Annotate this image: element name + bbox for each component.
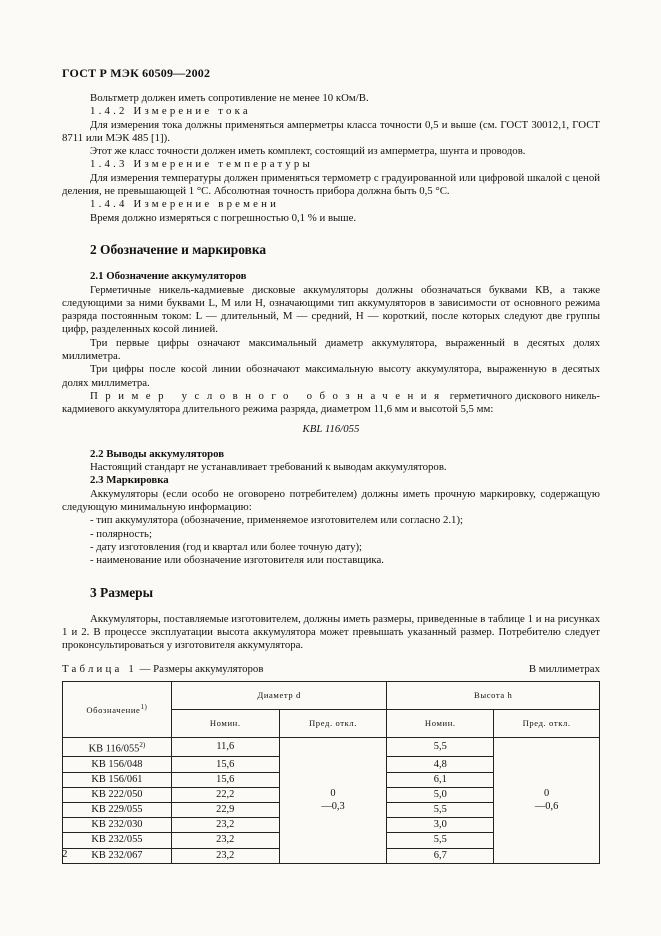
list-item: - тип аккумулятора (обозначение, применяемое изготовителем или согласно 2.1); <box>90 514 600 527</box>
cell-designation: KB 229/055 <box>63 803 172 818</box>
table-units: В миллиметрах <box>528 662 600 675</box>
cell-diameter-tolerance: 0 —0,3 <box>279 737 387 863</box>
cell-diameter: 15,6 <box>171 757 279 772</box>
marking-paragraph: Аккумуляторы (если особо не оговорено потребителем) должны иметь прочную маркировку, содержащую следующую минимальную информацию: <box>62 487 600 514</box>
section-2-3-heading: 2.3 Маркировка <box>90 474 169 487</box>
cell-designation: KB 116/055$^{2)}$ <box>63 737 172 756</box>
temperature-paragraph: Для измерения температуры должен применяться термометр с градуированной или цифровой шкалой с ценой деления, не превышающей 1 °С. Абсолютная точность прибора должна быть 0,5 °С. <box>62 171 600 198</box>
example-intro-text: герметичного дискового никель-кадмиевого аккумулятора длительного режима разряда, диаметром 11,6 мм и высотой 5,5 мм: <box>62 389 600 416</box>
example-label: Пример условного обозначения <box>90 389 447 402</box>
document-header: ГОСТ Р МЭК 60509—2002 <box>62 66 211 80</box>
voltmeter-paragraph: Вольтметр должен иметь сопротивление не менее 10 кОм/В. <box>90 92 369 104</box>
header-diameter-tolerance: Пред. откл. <box>279 709 387 737</box>
list-item: - полярность; <box>90 528 600 541</box>
cell-designation: KB 232/067 <box>63 848 172 863</box>
cell-height: 4,8 <box>387 757 494 772</box>
cell-designation: KB 156/061 <box>63 772 172 787</box>
cell-designation: KB 156/048 <box>63 757 172 772</box>
cell-diameter: 23,2 <box>171 848 279 863</box>
cell-height-tolerance: 0 —0,6 <box>494 737 600 863</box>
document-body <box>62 92 600 864</box>
header-height-tolerance: Пред. откл. <box>494 709 600 737</box>
header-height: Высота h <box>387 681 600 709</box>
section-1-4-4-title: 1.4.4 Измерение времени <box>90 198 280 211</box>
example-designation: KBL 116/055 <box>302 422 360 435</box>
cell-diameter: 15,6 <box>171 772 279 787</box>
header-diameter: Диаметр d <box>171 681 387 709</box>
table-header-row <box>63 681 600 709</box>
cell-height: 6,1 <box>387 772 494 787</box>
section-2-1-heading: 2.1 Обозначение аккумуляторов <box>90 270 247 283</box>
cell-diameter: 23,2 <box>171 818 279 833</box>
dimensions-table <box>62 681 600 864</box>
cell-height: 5,5 <box>387 803 494 818</box>
cell-height: 5,0 <box>387 787 494 802</box>
height-digits-paragraph: Три цифры после косой линии обозначают максимальную высоту аккумулятора, выраженную в десятых долях миллиметра. <box>62 363 600 389</box>
cell-height: 3,0 <box>387 818 494 833</box>
table-caption <box>62 663 600 676</box>
section-1-4-2-title: 1.4.2 Измерение тока <box>90 105 251 118</box>
current-paragraph: Для измерения тока должны применяться амперметры класса точности 0,5 и выше (см. ГОСТ 30012,1, ГОСТ 8711 или МЭК 485 [1]). <box>62 118 600 144</box>
cell-diameter: 22,9 <box>171 803 279 818</box>
cell-height: 5,5 <box>387 833 494 848</box>
section-2-heading: 2 Обозначение и маркировка <box>90 241 267 257</box>
cell-diameter: 11,6 <box>171 737 279 756</box>
time-paragraph: Время должно измеряться с погрешностью 0,1 % и выше. <box>90 211 357 224</box>
cell-height: 6,7 <box>387 848 494 863</box>
section-3-heading: 3 Размеры <box>90 584 154 600</box>
section-1-4-3-title: 1.4.3 Измерение температуры <box>90 158 313 171</box>
table-title <box>62 663 263 676</box>
list-item: - дату изготовления (год и квартал или более точную дату); <box>90 541 600 554</box>
cell-designation: KB 232/030 <box>63 818 172 833</box>
marking-list <box>62 514 600 567</box>
header-diameter-nominal: Номин. <box>171 709 279 737</box>
cell-diameter: 22,2 <box>171 787 279 802</box>
page-number: 2 <box>62 848 68 860</box>
cell-diameter: 23,2 <box>171 833 279 848</box>
diameter-digits-paragraph: Три первые цифры означают максимальный диаметр аккумулятора, выраженный в десятых долях миллиметра. <box>62 336 600 363</box>
terminals-paragraph: Настоящий стандарт не устанавливает требований к выводам аккумуляторов. <box>90 461 447 474</box>
cell-designation: KB 232/055 <box>63 833 172 848</box>
cell-designation: KB 222/050 <box>63 787 172 802</box>
header-height-nominal: Номин. <box>387 709 494 737</box>
dimensions-paragraph: Аккумуляторы, поставляемые изготовителем, должны иметь размеры, приведенные в таблице 1 и на рисунках 1 и 2. В процессе эксплуатации высота аккумулятора может превышать указанный размер. Потребителю следует проконсультироваться у изготовителя аккумулятора. <box>62 612 600 652</box>
table-caption-text: — Размеры аккумуляторов <box>136 662 264 675</box>
example-intro-paragraph <box>62 390 600 417</box>
accuracy-paragraph: Этот же класс точности должен иметь комплект, состоящий из амперметра, шунта и проводов. <box>90 145 526 158</box>
table-label: Таблица 1 <box>62 662 137 675</box>
table-row <box>63 737 600 756</box>
list-item: - наименование или обозначение изготовителя или поставщика. <box>90 554 600 567</box>
section-2-2-heading: 2.2 Выводы аккумуляторов <box>90 447 225 460</box>
cell-height: 5,5 <box>387 737 494 756</box>
designation-paragraph: Герметичные никель-кадмиевые дисковые аккумуляторы должны обозначаться буквами КВ, а также следующими за ними буквами L, М или Н, означающими тип аккумуляторов в зависимости от основного режима разряда постоянным током: L — длительный, М — средний, Н — короткий, после которых следуют две группы цифр, разделенных косой линией. <box>62 283 600 336</box>
header-designation: Обозначение$^{1)}$ <box>63 681 172 737</box>
